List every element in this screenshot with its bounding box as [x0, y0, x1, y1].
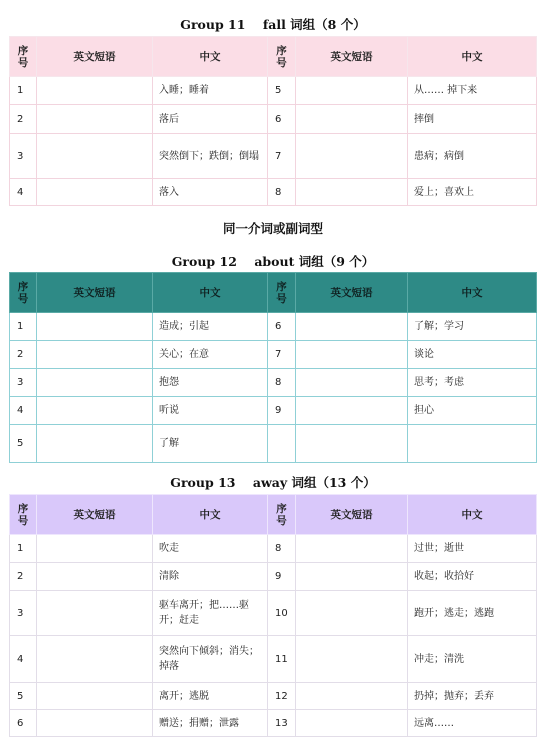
col-header-zh: 中文: [153, 37, 268, 77]
chinese-cell: 患病；病倒: [408, 134, 537, 179]
chinese-cell: 了解；学习: [408, 313, 537, 341]
chinese-cell: 造成；引起: [153, 313, 268, 341]
row-number: 5: [10, 683, 37, 710]
row-number: 10: [268, 591, 296, 636]
phrase-cell[interactable]: [37, 710, 153, 737]
row-number: 1: [10, 77, 37, 105]
chinese-cell: 从…… 掉下来: [408, 77, 537, 105]
phrase-cell[interactable]: [37, 134, 153, 179]
col-header-zh: 中文: [153, 495, 268, 535]
col-header-zh: 中文: [408, 37, 537, 77]
chinese-cell: 驱车离开；把……驱开；赶走: [153, 591, 268, 636]
row-number: 3: [10, 591, 37, 636]
phrase-cell[interactable]: [37, 683, 153, 710]
col-header-zh: 中文: [153, 273, 268, 313]
row-number: 6: [268, 105, 296, 134]
col-header-phrase: 英文短语: [296, 495, 408, 535]
phrase-cell[interactable]: [296, 369, 408, 397]
phrase-cell[interactable]: [296, 425, 408, 463]
row-number: [268, 425, 296, 463]
row-number: 12: [268, 683, 296, 710]
row-number: 1: [10, 535, 37, 563]
col-header-zh: 中文: [408, 495, 537, 535]
phrase-cell[interactable]: [296, 636, 408, 683]
row-number: 4: [10, 179, 37, 206]
col-header-num: 序号: [268, 273, 296, 313]
table-row: [10, 77, 537, 105]
row-number: 2: [10, 563, 37, 591]
table-row: [10, 683, 537, 710]
row-number: 2: [10, 105, 37, 134]
col-header-num: 序号: [268, 495, 296, 535]
col-header-zh: 中文: [408, 273, 537, 313]
chinese-cell: 吹走: [153, 535, 268, 563]
phrase-cell[interactable]: [296, 397, 408, 425]
chinese-cell: 关心；在意: [153, 341, 268, 369]
phrase-cell[interactable]: [37, 397, 153, 425]
phrase-cell[interactable]: [296, 105, 408, 134]
table-header-row: [10, 495, 537, 535]
chinese-cell: 突然向下倾斜；消失；掉落: [153, 636, 268, 683]
col-header-num: 序号: [10, 37, 37, 77]
row-number: 6: [10, 710, 37, 737]
table-row: [10, 710, 537, 737]
col-header-phrase: 英文短语: [296, 37, 408, 77]
row-number: 7: [268, 341, 296, 369]
row-number: 11: [268, 636, 296, 683]
table-row: [10, 397, 537, 425]
phrase-cell[interactable]: [37, 591, 153, 636]
chinese-cell: 突然倒下；跌倒；倒塌: [153, 134, 268, 179]
phrase-cell[interactable]: [37, 563, 153, 591]
row-number: 5: [10, 425, 37, 463]
table-row: [10, 369, 537, 397]
phrase-cell[interactable]: [296, 134, 408, 179]
col-header-num: 序号: [10, 495, 37, 535]
group13-title: Group 13 away 词组（13 个）: [170, 475, 376, 490]
table-row: [10, 636, 537, 683]
table-header-row: [10, 37, 537, 77]
phrase-cell[interactable]: [37, 535, 153, 563]
col-header-phrase: 英文短语: [37, 273, 153, 313]
table-header-row: [10, 273, 537, 313]
phrase-cell[interactable]: [37, 341, 153, 369]
phrase-cell[interactable]: [37, 179, 153, 206]
phrase-cell[interactable]: [37, 369, 153, 397]
chinese-cell: [408, 425, 537, 463]
row-number: 6: [268, 313, 296, 341]
row-number: 2: [10, 341, 37, 369]
chinese-cell: 跑开；逃走；逃跑: [408, 591, 537, 636]
row-number: 1: [10, 313, 37, 341]
phrase-cell[interactable]: [296, 563, 408, 591]
chinese-cell: 过世；逝世: [408, 535, 537, 563]
row-number: 7: [268, 134, 296, 179]
row-number: 4: [10, 397, 37, 425]
group11-title: Group 11 fall 词组（8 个）: [180, 17, 366, 32]
chinese-cell: 扔掉；抛弃；丢弃: [408, 683, 537, 710]
group13-table: [9, 494, 537, 737]
chinese-cell: 谈论: [408, 341, 537, 369]
table-row: [10, 563, 537, 591]
group11-table: [9, 36, 537, 206]
col-header-phrase: 英文短语: [37, 495, 153, 535]
group12-table: [9, 272, 537, 463]
table-row: [10, 425, 537, 463]
chinese-cell: 摔倒: [408, 105, 537, 134]
row-number: 3: [10, 369, 37, 397]
row-number: 9: [268, 397, 296, 425]
chinese-cell: 清除: [153, 563, 268, 591]
table-row: [10, 313, 537, 341]
chinese-cell: 思考；考虑: [408, 369, 537, 397]
table-row: [10, 105, 537, 134]
chinese-cell: 落入: [153, 179, 268, 206]
phrase-cell[interactable]: [296, 313, 408, 341]
table-row: [10, 134, 537, 179]
table-row: [10, 591, 537, 636]
chinese-cell: 了解: [153, 425, 268, 463]
group12-title: Group 12 about 词组（9 个）: [171, 254, 375, 269]
chinese-cell: 听说: [153, 397, 268, 425]
col-header-num: 序号: [268, 37, 296, 77]
section-heading: 同一介词或副词型: [222, 221, 323, 236]
row-number: 8: [268, 535, 296, 563]
chinese-cell: 赠送；捐赠；泄露: [153, 710, 268, 737]
chinese-cell: 担心: [408, 397, 537, 425]
chinese-cell: 远离……: [408, 710, 537, 737]
chinese-cell: 抱怨: [153, 369, 268, 397]
phrase-cell[interactable]: [37, 77, 153, 105]
table-row: [10, 341, 537, 369]
table-row: [10, 179, 537, 206]
phrase-cell[interactable]: [296, 535, 408, 563]
phrase-cell[interactable]: [37, 425, 153, 463]
phrase-cell[interactable]: [296, 710, 408, 737]
chinese-cell: 离开；逃脱: [153, 683, 268, 710]
row-number: 3: [10, 134, 37, 179]
phrase-cell[interactable]: [296, 341, 408, 369]
chinese-cell: 收起；收拾好: [408, 563, 537, 591]
row-number: 5: [268, 77, 296, 105]
row-number: 8: [268, 369, 296, 397]
row-number: 8: [268, 179, 296, 206]
phrase-cell[interactable]: [296, 591, 408, 636]
row-number: 13: [268, 710, 296, 737]
phrase-cell[interactable]: [37, 105, 153, 134]
chinese-cell: 入睡；睡着: [153, 77, 268, 105]
phrase-cell[interactable]: [37, 636, 153, 683]
chinese-cell: 落后: [153, 105, 268, 134]
phrase-cell[interactable]: [37, 313, 153, 341]
chinese-cell: 冲走；清洗: [408, 636, 537, 683]
col-header-phrase: 英文短语: [296, 273, 408, 313]
row-number: 9: [268, 563, 296, 591]
phrase-cell[interactable]: [296, 683, 408, 710]
chinese-cell: 爱上；喜欢上: [408, 179, 537, 206]
table-row: [10, 535, 537, 563]
row-number: 4: [10, 636, 37, 683]
phrase-cell[interactable]: [296, 77, 408, 105]
col-header-num: 序号: [10, 273, 37, 313]
col-header-phrase: 英文短语: [37, 37, 153, 77]
phrase-cell[interactable]: [296, 179, 408, 206]
